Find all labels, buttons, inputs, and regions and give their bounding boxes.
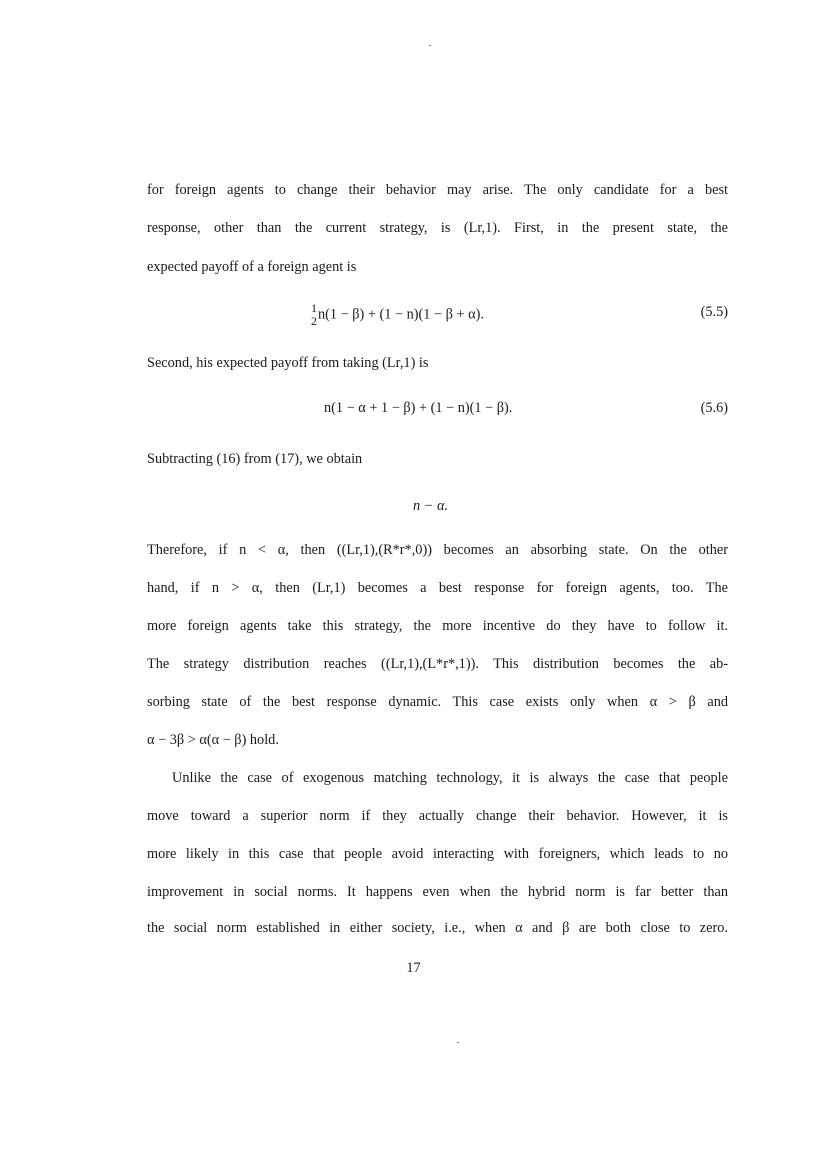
text-line-13: move toward a superior norm if they actually change their behavior. However, it is	[147, 808, 728, 824]
text-line-15: improvement in social norms. It happens even when the hybrid norm is far better than	[147, 884, 728, 900]
scan-speck-top	[429, 45, 431, 46]
text-line-9: The strategy distribution reaches ((Lr,1),(L*r*,1)). This distribution becomes the ab-	[147, 656, 728, 672]
equation-5-5-expr: n(1 − β) + (1 − n)(1 − β + α).	[318, 306, 484, 323]
text-line-14: more likely in this case that people avoid interacting with foreigners, which leads to no	[147, 846, 728, 862]
text-line-8: more foreign agents take this strategy, the more incentive do they have to follow it.	[147, 618, 728, 634]
text-line-6: Therefore, if n < α, then ((Lr,1),(R*r*,0)) becomes an absorbing state. On the other	[147, 542, 728, 558]
page-number: 17	[406, 960, 421, 976]
text-line-10: sorbing state of the best response dynamic. This case exists only when α > β and	[147, 694, 728, 710]
text-line-7: hand, if n > α, then (Lr,1) becomes a best response for foreign agents, too. The	[147, 580, 728, 596]
text-line-2: response, other than the current strategy, is (Lr,1). First, in the present state, the	[147, 220, 728, 236]
text-line-4: Second, his expected payoff from taking (Lr,1) is	[147, 355, 429, 371]
text-line-12: Unlike the case of exogenous matching technology, it is always the case that people	[172, 770, 728, 786]
equation-5-6: n(1 − α + 1 − β) + (1 − n)(1 − β).	[324, 400, 513, 416]
equation-difference: n − α.	[413, 498, 449, 514]
fraction-half-1: 1 2	[311, 301, 317, 328]
scan-speck-bottom	[457, 1042, 459, 1043]
text-line-5: Subtracting (16) from (17), we obtain	[147, 451, 363, 467]
equation-5-6-label: (5.6)	[700, 400, 728, 416]
text-line-1: for foreign agents to change their behavior may arise. The only candidate for a best	[147, 182, 728, 198]
text-line-16: the social norm established in either society, i.e., when α and β are both close to zero.	[147, 920, 728, 936]
text-line-11: α − 3β > α(α − β) hold.	[147, 732, 279, 748]
text-line-3: expected payoff of a foreign agent is	[147, 259, 357, 275]
equation-5-5	[310, 302, 484, 328]
equation-5-5-label: (5.5)	[700, 304, 728, 320]
